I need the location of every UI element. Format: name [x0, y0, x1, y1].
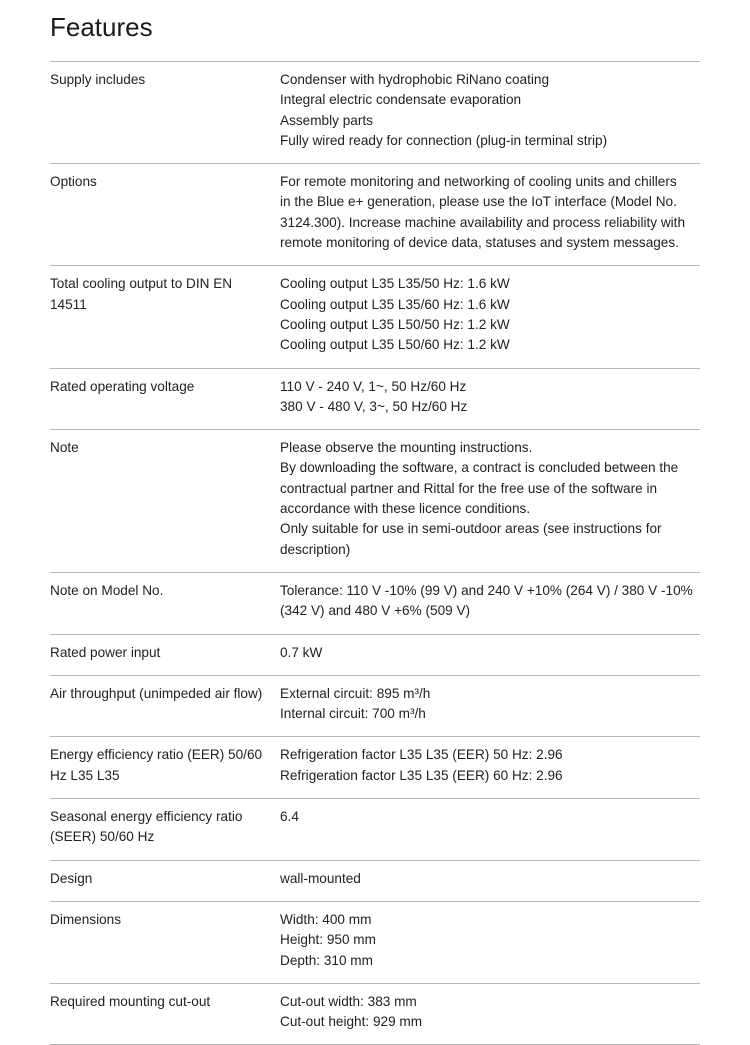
- spec-value-line: Cut-out width: 383 mm: [280, 993, 417, 1009]
- spec-row-note: [50, 430, 700, 573]
- spec-value-line: Only suitable for use in semi-outdoor areas (see instructions for: [280, 521, 662, 537]
- spec-value-line: description): [280, 541, 351, 557]
- spec-value-line: contractual partner and Rittal for the free use of the software in: [280, 480, 658, 496]
- spec-row-rated-operating-voltage: [50, 369, 700, 431]
- spec-value: [280, 274, 700, 355]
- spec-row-note-on-model-no: [50, 573, 700, 635]
- spec-label: Energy efficiency ratio (EER) 50/60 Hz L35 L35: [50, 747, 263, 783]
- spec-label: Seasonal energy efficiency ratio (SEER) 50/60 Hz: [50, 809, 243, 845]
- spec-label: Note: [50, 440, 79, 456]
- spec-value: [280, 581, 700, 622]
- spec-value-line: Refrigeration factor L35 L35 (EER) 60 Hz: 2.96: [280, 767, 563, 783]
- spec-value-line: 380 V - 480 V, 3~, 50 Hz/60 Hz: [280, 398, 468, 414]
- spec-value: [280, 438, 700, 560]
- spec-value: [280, 172, 700, 253]
- spec-label: Required mounting cut-out: [50, 993, 211, 1009]
- spec-value: [280, 684, 700, 725]
- spec-value-line: Cooling output L35 L50/50 Hz: 1.2 kW: [280, 316, 510, 332]
- spec-value-line: Cooling output L35 L35/50 Hz: 1.6 kW: [280, 276, 510, 292]
- spec-value-line: Fully wired ready for connection (plug-in terminal strip): [280, 132, 608, 148]
- spec-value-line: By downloading the software, a contract is concluded between the: [280, 460, 679, 476]
- spec-label: Total cooling output to DIN EN 14511: [50, 276, 233, 312]
- spec-value-line: Integral electric condensate evaporation: [280, 92, 522, 108]
- spec-value-line: 6.4: [280, 809, 299, 825]
- spec-value-line: in the Blue e+ generation, please use the IoT interface (Model No.: [280, 194, 677, 210]
- spec-value: [280, 807, 700, 848]
- spec-row-air-throughput: [50, 676, 700, 738]
- spec-row-energy-efficiency-ratio: [50, 737, 700, 799]
- spec-label: Options: [50, 174, 97, 190]
- spec-label: Supply includes: [50, 72, 146, 87]
- spec-value-line: For remote monitoring and networking of cooling units and chillers: [280, 174, 677, 190]
- spec-value: [280, 643, 700, 663]
- spec-value: [280, 910, 700, 971]
- spec-value-line: Cut-out height: 929 mm: [280, 1014, 423, 1030]
- spec-label: Air throughput (unimpeded air flow): [50, 685, 263, 701]
- spec-value-line: wall-mounted: [280, 870, 361, 886]
- spec-value-line: Height: 950 mm: [280, 932, 376, 948]
- spec-row-supply-includes: [50, 62, 700, 164]
- spec-value-line: Depth: 310 mm: [280, 952, 373, 968]
- spec-value-line: Internal circuit: 700 m³/h: [280, 706, 426, 722]
- spec-row-rated-power-input: [50, 635, 700, 676]
- spec-value: [280, 377, 700, 418]
- spec-label: Rated operating voltage: [50, 378, 195, 394]
- spec-label: Dimensions: [50, 911, 122, 927]
- spec-value: [280, 70, 700, 151]
- spec-value-line: (342 V) and 480 V +6% (509 V): [280, 603, 471, 619]
- spec-label: Rated power input: [50, 644, 161, 660]
- spec-value-line: remote monitoring of device data, statuses and system messages.: [280, 235, 679, 251]
- spec-row-options: [50, 164, 700, 266]
- spec-value-line: Cooling output L35 L50/60 Hz: 1.2 kW: [280, 337, 510, 353]
- spec-value-line: Please observe the mounting instructions.: [280, 440, 533, 456]
- spec-row-dimensions: [50, 902, 700, 984]
- spec-value-line: Assembly parts: [280, 112, 373, 128]
- spec-value-line: 0.7 kW: [280, 644, 323, 660]
- spec-row-required-mounting-cut-out: [50, 984, 700, 1045]
- spec-value-line: Condenser with hydrophobic RiNano coating: [280, 72, 550, 87]
- page-title: Features: [50, 12, 153, 42]
- spec-row-seasonal-energy-efficiency-ratio: [50, 799, 700, 861]
- spec-table: [50, 61, 700, 1045]
- spec-value-line: accordance with these licence conditions.: [280, 501, 531, 517]
- spec-value: [280, 745, 700, 786]
- spec-value-line: Cooling output L35 L35/60 Hz: 1.6 kW: [280, 296, 510, 312]
- spec-value-line: Refrigeration factor L35 L35 (EER) 50 Hz: 2.96: [280, 747, 563, 763]
- spec-value-line: 110 V - 240 V, 1~, 50 Hz/60 Hz: [280, 378, 467, 394]
- spec-value-line: Width: 400 mm: [280, 911, 372, 927]
- spec-label: Design: [50, 870, 93, 886]
- spec-value: [280, 869, 700, 889]
- spec-row-total-cooling-output: [50, 266, 700, 368]
- spec-row-design: [50, 861, 700, 902]
- spec-value-line: Tolerance: 110 V -10% (99 V) and 240 V +10% (264 V) / 380 V -10%: [280, 582, 693, 598]
- spec-value: [280, 992, 700, 1033]
- spec-value-line: External circuit: 895 m³/h: [280, 685, 431, 701]
- spec-label: Note on Model No.: [50, 582, 164, 598]
- spec-value-line: 3124.300). Increase machine availability and process reliability with: [280, 214, 686, 230]
